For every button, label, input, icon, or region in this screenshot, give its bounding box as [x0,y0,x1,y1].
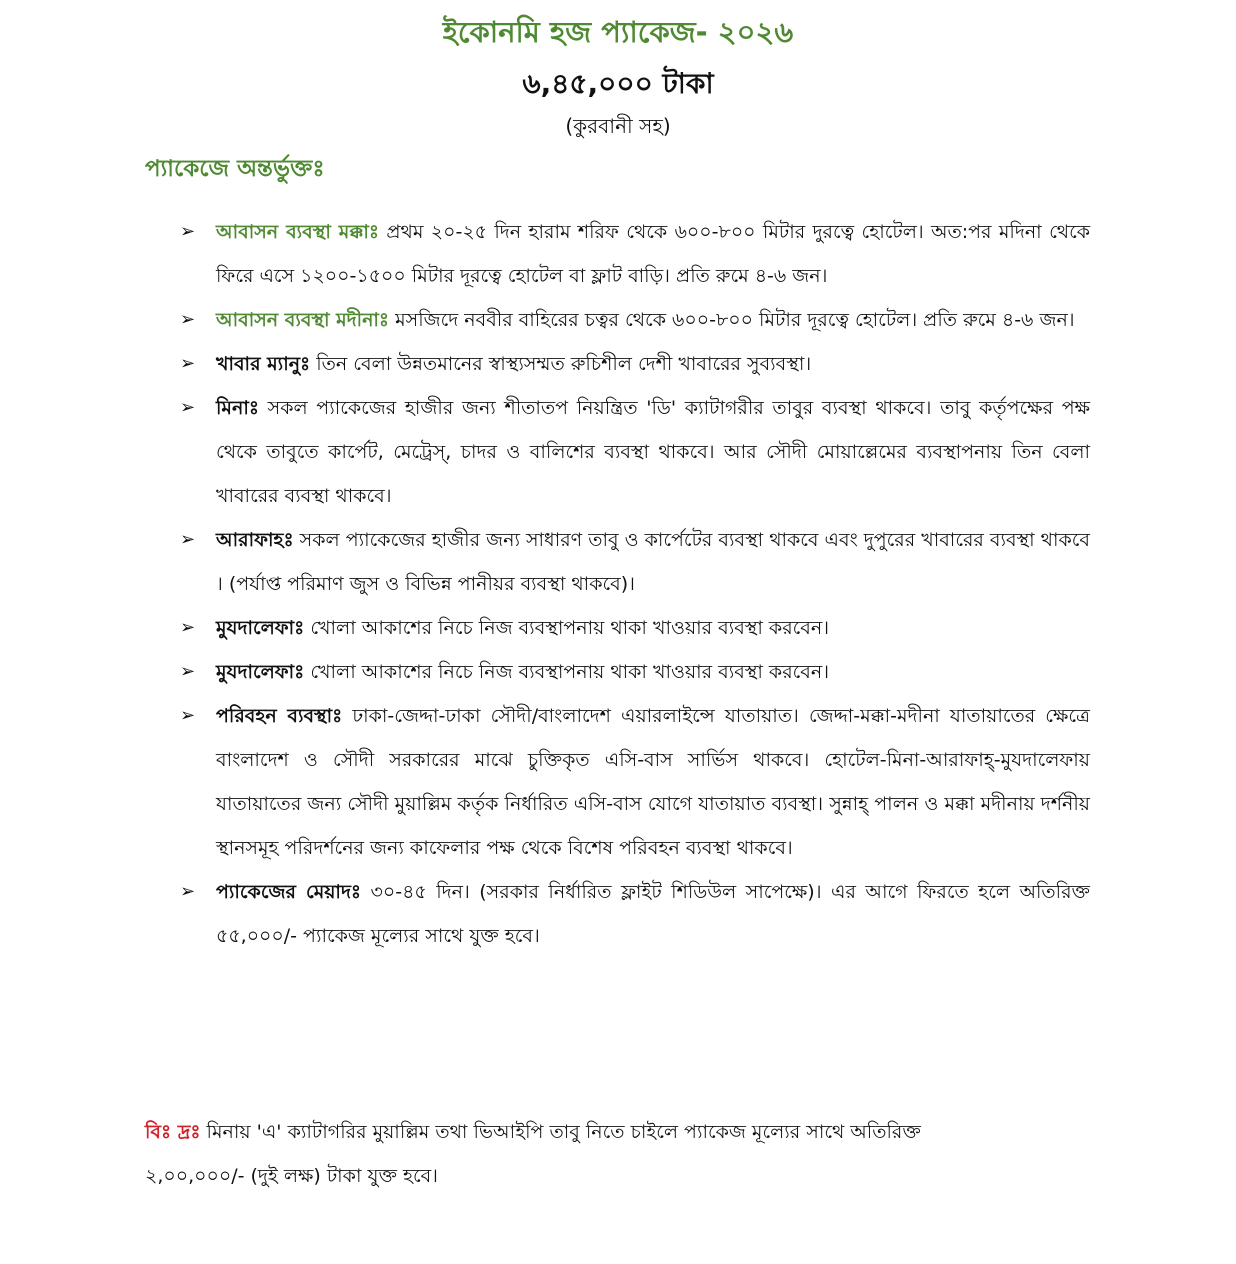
item-text: খোলা আকাশের নিচে নিজ ব্যবস্থাপনায় থাকা খাওয়ার ব্যবস্থা করবেন। [304,661,830,683]
list-item [180,210,1090,298]
list-item [180,870,1090,958]
inclusions-list [180,210,1090,958]
item-label: প্যাকেজের মেয়াদঃ [216,881,362,903]
list-item [180,342,1090,386]
price-subtitle: (কুরবানী সহ) [565,114,671,138]
arrow-bullet-icon: ➢ [180,221,196,242]
item-text: তিন বেলা উন্নতমানের স্বাস্থ্যসম্মত রুচিশীল দেশী খাবারের সুব্যবস্থা। [310,353,812,375]
list-item [180,298,1090,342]
item-label: মুযদালেফাঃ [216,617,305,639]
arrow-bullet-icon: ➢ [180,353,196,374]
item-label: আরাফাহঃ [216,529,294,551]
list-item [180,694,1090,870]
item-text: মসজিদে নববীর বাহিরের চত্বর থেকে ৬০০-৮০০ মিটার দূরত্বে হোটেল। প্রতি রুমে ৪-৬ জন। [389,309,1075,331]
arrow-bullet-icon: ➢ [180,881,196,902]
item-label: আবাসন ব্যবস্থা মদীনাঃ [216,309,390,331]
document-title: ইকোনমি হজ প্যাকেজ- ২০২৬ [442,15,794,49]
item-text: প্রথম ২০-২৫ দিন হারাম শরিফ থেকে ৬০০-৮০০ মিটার দুরত্বে হোটেল। অত:পর মদিনা থেকে ফিরে এসে ১২০০-১৫০০ মিটার দূরত্বে হোটেল বা ফ্লাট বাড়ি। প্রতি রুমে ৪-৬ জন। [216,221,1091,287]
item-text: ৩০-৪৫ দিন। (সরকার নির্ধারিত ফ্লাইট শিডিউল সাপেক্ষে)। এর আগে ফিরতে হলে অতিরিক্ত ৫৫,০০০/- প্যাকেজ মূল্যের সাথে যুক্ত হবে। [216,881,1090,947]
item-text: সকল প্যাকেজের হাজীর জন্য সাধারণ তাবু ও কার্পেটের ব্যবস্থা থাকবে এবং দুপুরের খাবারের ব্যবস্থা থাকবে । (পর্যাপ্ত পরিমাণ জুস ও বিভিন্ন পানীয়র ব্যবস্থা থাকবে)। [216,529,1090,595]
arrow-bullet-icon: ➢ [180,529,196,550]
item-label: খাবার ম্যানুঃ [216,353,311,375]
item-label: মিনাঃ [216,397,259,419]
arrow-bullet-icon: ➢ [180,661,196,682]
list-item [180,650,1090,694]
item-text: ঢাকা-জেদ্দা-ঢাকা সৌদী/বাংলাদেশ এয়ারলাইন্সে যাতায়াত। জেদ্দা-মক্কা-মদীনা যাতায়াতের ক্ষেত্রে বাংলাদেশ ও সৌদী সরকারের মাঝে চুক্তিকৃত এসি-বাস সার্ভিস থাকবে। হোটেল-মিনা-আরাফাহ্-মুযদালেফায় যাতায়াতের জন্য সৌদী মুয়াল্লিম কর্তৃক নির্ধারিত এসি-বাস যোগে যাতায়াত ব্যবস্থা। সুন্নাহ্ পালন ও মক্কা মদীনায় দর্শনীয় স্থানসমূহ পরিদর্শনের জন্য কাফেলার পক্ষ থেকে বিশেষ পরিবহন ব্যবস্থা থাকবে। [216,705,1090,859]
footnote [145,1110,1025,1198]
arrow-bullet-icon: ➢ [180,309,196,330]
section-heading: প্যাকেজে অন্তর্ভুক্তঃ [145,156,325,182]
item-label: পরিবহন ব্যবস্থাঃ [216,705,343,727]
footnote-text: মিনায় 'এ' ক্যাটাগরির মুয়াল্লিম তথা ভিআইপি তাবু নিতে চাইলে প্যাকেজ মূল্যের সাথে অতিরিক্ত ২,০০,০০০/- (দুই লক্ষ) টাকা যুক্ত হবে। [145,1121,921,1187]
list-item [180,606,1090,650]
footnote-label: বিঃ দ্রঃ [145,1121,201,1143]
item-label: আবাসন ব্যবস্থা মক্কাঃ [216,221,379,243]
package-price: ৬,৪৫,০০০ টাকা [522,67,714,100]
list-item [180,518,1090,606]
arrow-bullet-icon: ➢ [180,617,196,638]
list-item [180,386,1090,518]
arrow-bullet-icon: ➢ [180,705,196,726]
item-text: সকল প্যাকেজের হাজীর জন্য শীতাতপ নিয়ন্ত্রিত 'ডি' ক্যাটাগরীর তাবুর ব্যবস্থা থাকবে। তাবু কর্তৃপক্ষের পক্ষ থেকে তাবুতে কার্পেট, মেট্রেস্, চাদর ও বালিশের ব্যবস্থা থাকবে। আর সৌদী মোয়াল্লেমের ব্যবস্থাপনায় তিন বেলা খাবারের ব্যবস্থা থাকবে। [216,397,1090,507]
arrow-bullet-icon: ➢ [180,397,196,418]
item-text: খোলা আকাশের নিচে নিজ ব্যবস্থাপনায় থাকা খাওয়ার ব্যবস্থা করবেন। [304,617,830,639]
item-label: মুযদালেফাঃ [216,661,305,683]
